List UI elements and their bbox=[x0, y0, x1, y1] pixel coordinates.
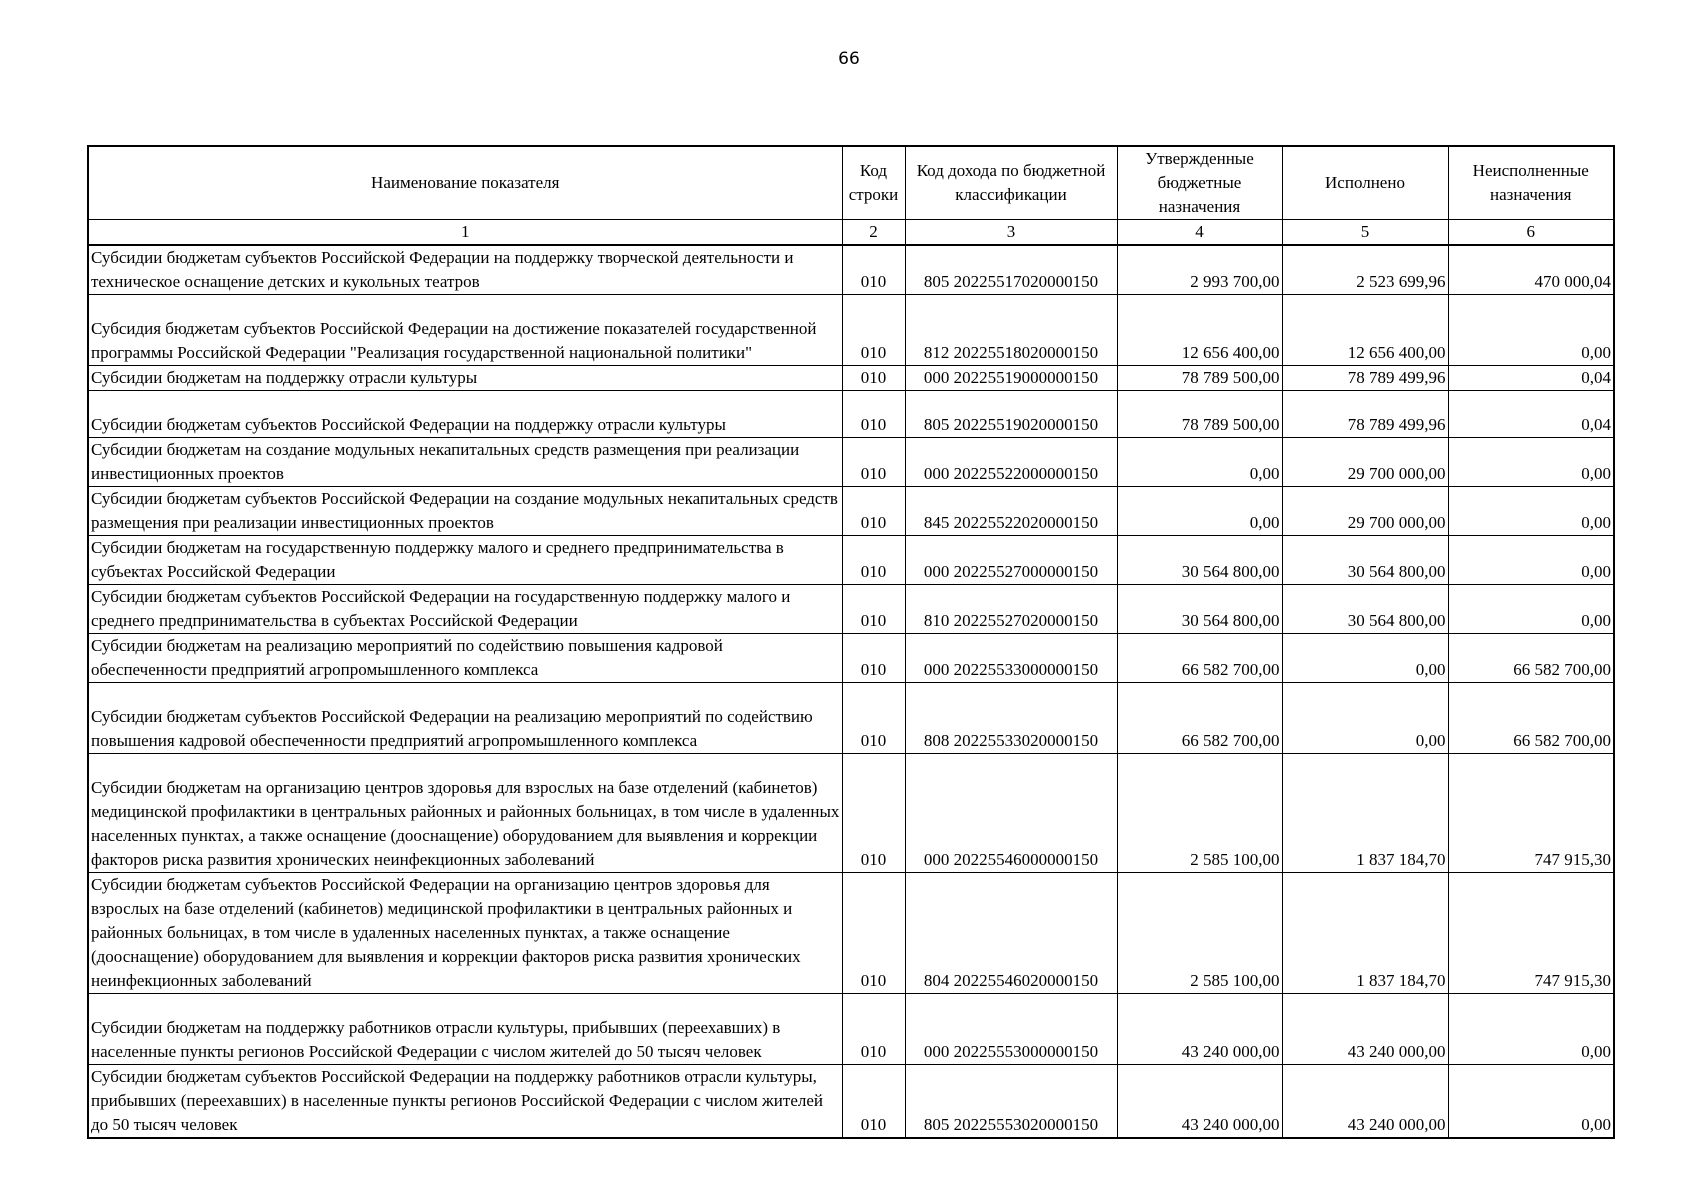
row-name: Субсидии бюджетам на реализацию мероприятий по содействию повышения кадровой обеспеченности предприятий агропромышленного комплекса bbox=[88, 634, 842, 683]
row-line-code: 010 bbox=[842, 873, 905, 994]
header-unexecuted: Неисполненные назначения bbox=[1448, 146, 1614, 220]
table-row bbox=[88, 754, 1614, 873]
row-income-code: 000 20225546000000150 bbox=[905, 754, 1117, 873]
row-line-code: 010 bbox=[842, 295, 905, 366]
page-number: 66 bbox=[838, 49, 860, 69]
row-name: Субсидии бюджетам субъектов Российской Федерации на поддержку творческой деятельности и техническое оснащение детских и кукольных театров bbox=[88, 245, 842, 295]
row-line-code: 010 bbox=[842, 994, 905, 1065]
row-unexecuted: 0,00 bbox=[1448, 994, 1614, 1065]
column-number-row bbox=[88, 220, 1614, 246]
row-approved: 78 789 500,00 bbox=[1117, 391, 1282, 438]
column-number: 4 bbox=[1117, 220, 1282, 246]
row-approved: 78 789 500,00 bbox=[1117, 366, 1282, 391]
row-executed: 29 700 000,00 bbox=[1282, 487, 1448, 536]
row-unexecuted: 0,00 bbox=[1448, 438, 1614, 487]
row-unexecuted: 747 915,30 bbox=[1448, 754, 1614, 873]
row-executed: 43 240 000,00 bbox=[1282, 994, 1448, 1065]
table-row bbox=[88, 391, 1614, 438]
table-row bbox=[88, 366, 1614, 391]
column-number: 1 bbox=[88, 220, 842, 246]
header-name: Наименование показателя bbox=[88, 146, 842, 220]
table-row bbox=[88, 295, 1614, 366]
row-income-code: 845 20225522020000150 bbox=[905, 487, 1117, 536]
row-approved: 0,00 bbox=[1117, 438, 1282, 487]
row-income-code: 805 20225553020000150 bbox=[905, 1065, 1117, 1139]
table-row bbox=[88, 536, 1614, 585]
row-income-code: 000 20225527000000150 bbox=[905, 536, 1117, 585]
row-unexecuted: 0,04 bbox=[1448, 366, 1614, 391]
row-executed: 12 656 400,00 bbox=[1282, 295, 1448, 366]
row-unexecuted: 0,00 bbox=[1448, 536, 1614, 585]
row-executed: 1 837 184,70 bbox=[1282, 754, 1448, 873]
row-name: Субсидии бюджетам субъектов Российской Федерации на государственную поддержку малого и среднего предпринимательства в субъектах Российской Федерации bbox=[88, 585, 842, 634]
row-income-code: 812 20225518020000150 bbox=[905, 295, 1117, 366]
row-approved: 0,00 bbox=[1117, 487, 1282, 536]
row-approved: 30 564 800,00 bbox=[1117, 536, 1282, 585]
row-approved: 66 582 700,00 bbox=[1117, 634, 1282, 683]
row-approved: 66 582 700,00 bbox=[1117, 683, 1282, 754]
row-executed: 0,00 bbox=[1282, 683, 1448, 754]
row-line-code: 010 bbox=[842, 585, 905, 634]
row-unexecuted: 66 582 700,00 bbox=[1448, 634, 1614, 683]
row-line-code: 010 bbox=[842, 245, 905, 295]
row-line-code: 010 bbox=[842, 634, 905, 683]
row-line-code: 010 bbox=[842, 1065, 905, 1139]
row-executed: 78 789 499,96 bbox=[1282, 391, 1448, 438]
column-number: 5 bbox=[1282, 220, 1448, 246]
row-executed: 0,00 bbox=[1282, 634, 1448, 683]
row-line-code: 010 bbox=[842, 391, 905, 438]
row-approved: 2 585 100,00 bbox=[1117, 754, 1282, 873]
row-name: Субсидия бюджетам субъектов Российской Федерации на достижение показателей государственной программы Российской Федерации "Реализация государственной национальной политики" bbox=[88, 295, 842, 366]
row-unexecuted: 0,04 bbox=[1448, 391, 1614, 438]
table-row bbox=[88, 585, 1614, 634]
row-approved: 43 240 000,00 bbox=[1117, 1065, 1282, 1139]
row-income-code: 000 20225533000000150 bbox=[905, 634, 1117, 683]
column-number: 3 bbox=[905, 220, 1117, 246]
header-line-code: Код строки bbox=[842, 146, 905, 220]
header-row bbox=[88, 146, 1614, 220]
row-executed: 2 523 699,96 bbox=[1282, 245, 1448, 295]
table-row bbox=[88, 634, 1614, 683]
row-line-code: 010 bbox=[842, 536, 905, 585]
row-unexecuted: 0,00 bbox=[1448, 295, 1614, 366]
row-executed: 78 789 499,96 bbox=[1282, 366, 1448, 391]
row-name: Субсидии бюджетам субъектов Российской Федерации на создание модульных некапитальных средств размещения при реализации инвестиционных проектов bbox=[88, 487, 842, 536]
row-income-code: 808 20225533020000150 bbox=[905, 683, 1117, 754]
column-number: 2 bbox=[842, 220, 905, 246]
row-unexecuted: 747 915,30 bbox=[1448, 873, 1614, 994]
row-name: Субсидии бюджетам на поддержку работников отрасли культуры, прибывших (переехавших) в населенные пункты регионов Российской Федерации с числом жителей до 50 тысяч человек bbox=[88, 994, 842, 1065]
row-income-code: 805 20225517020000150 bbox=[905, 245, 1117, 295]
row-unexecuted: 0,00 bbox=[1448, 487, 1614, 536]
row-executed: 1 837 184,70 bbox=[1282, 873, 1448, 994]
row-executed: 30 564 800,00 bbox=[1282, 585, 1448, 634]
row-approved: 12 656 400,00 bbox=[1117, 295, 1282, 366]
table-body bbox=[88, 245, 1614, 1138]
row-executed: 29 700 000,00 bbox=[1282, 438, 1448, 487]
row-name: Субсидии бюджетам на государственную поддержку малого и среднего предпринимательства в субъектах Российской Федерации bbox=[88, 536, 842, 585]
header-income-code: Код дохода по бюджетной классификации bbox=[905, 146, 1117, 220]
row-income-code: 000 20225519000000150 bbox=[905, 366, 1117, 391]
table-row bbox=[88, 438, 1614, 487]
budget-execution-table bbox=[87, 145, 1615, 1139]
row-approved: 30 564 800,00 bbox=[1117, 585, 1282, 634]
row-executed: 43 240 000,00 bbox=[1282, 1065, 1448, 1139]
row-approved: 43 240 000,00 bbox=[1117, 994, 1282, 1065]
row-income-code: 000 20225553000000150 bbox=[905, 994, 1117, 1065]
row-approved: 2 993 700,00 bbox=[1117, 245, 1282, 295]
row-line-code: 010 bbox=[842, 683, 905, 754]
row-unexecuted: 66 582 700,00 bbox=[1448, 683, 1614, 754]
row-income-code: 804 20225546020000150 bbox=[905, 873, 1117, 994]
row-unexecuted: 470 000,04 bbox=[1448, 245, 1614, 295]
row-name: Субсидии бюджетам субъектов Российской Федерации на поддержку отрасли культуры bbox=[88, 391, 842, 438]
row-unexecuted: 0,00 bbox=[1448, 585, 1614, 634]
header-approved: Утвержденные бюджетные назначения bbox=[1117, 146, 1282, 220]
table-row bbox=[88, 487, 1614, 536]
row-name: Субсидии бюджетам субъектов Российской Федерации на организацию центров здоровья для взрослых на базе отделений (кабинетов) медицинской профилактики в центральных районных и районных больницах, в том числе в удаленных населенных пунктах, а также оснащение (дооснащение) оборудованием для выявления и коррекции факторов риска развития хронических неинфекционных заболеваний bbox=[88, 873, 842, 994]
table-row bbox=[88, 873, 1614, 994]
table-row bbox=[88, 1065, 1614, 1139]
row-unexecuted: 0,00 bbox=[1448, 1065, 1614, 1139]
row-income-code: 810 20225527020000150 bbox=[905, 585, 1117, 634]
row-name: Субсидии бюджетам субъектов Российской Федерации на реализацию мероприятий по содействию повышения кадровой обеспеченности предприятий агропромышленного комплекса bbox=[88, 683, 842, 754]
row-name: Субсидии бюджетам на организацию центров здоровья для взрослых на базе отделений (кабинетов) медицинской профилактики в центральных районных и районных больницах, в том числе в удаленных населенных пунктах, а также оснащение (дооснащение) оборудованием для выявления и коррекции факторов риска развития хронических неинфекционных заболеваний bbox=[88, 754, 842, 873]
row-approved: 2 585 100,00 bbox=[1117, 873, 1282, 994]
row-line-code: 010 bbox=[842, 487, 905, 536]
table-row bbox=[88, 245, 1614, 295]
row-income-code: 000 20225522000000150 bbox=[905, 438, 1117, 487]
table-row bbox=[88, 994, 1614, 1065]
header-executed: Исполнено bbox=[1282, 146, 1448, 220]
row-executed: 30 564 800,00 bbox=[1282, 536, 1448, 585]
row-name: Субсидии бюджетам субъектов Российской Федерации на поддержку работников отрасли культуры, прибывших (переехавших) в населенные пункты регионов Российской Федерации с числом жителей до 50 тысяч человек bbox=[88, 1065, 842, 1139]
row-income-code: 805 20225519020000150 bbox=[905, 391, 1117, 438]
table-row bbox=[88, 683, 1614, 754]
row-line-code: 010 bbox=[842, 754, 905, 873]
row-line-code: 010 bbox=[842, 438, 905, 487]
table-header bbox=[88, 146, 1614, 245]
column-number: 6 bbox=[1448, 220, 1614, 246]
row-name: Субсидии бюджетам на создание модульных некапитальных средств размещения при реализации инвестиционных проектов bbox=[88, 438, 842, 487]
row-line-code: 010 bbox=[842, 366, 905, 391]
row-name: Субсидии бюджетам на поддержку отрасли культуры bbox=[88, 366, 842, 391]
